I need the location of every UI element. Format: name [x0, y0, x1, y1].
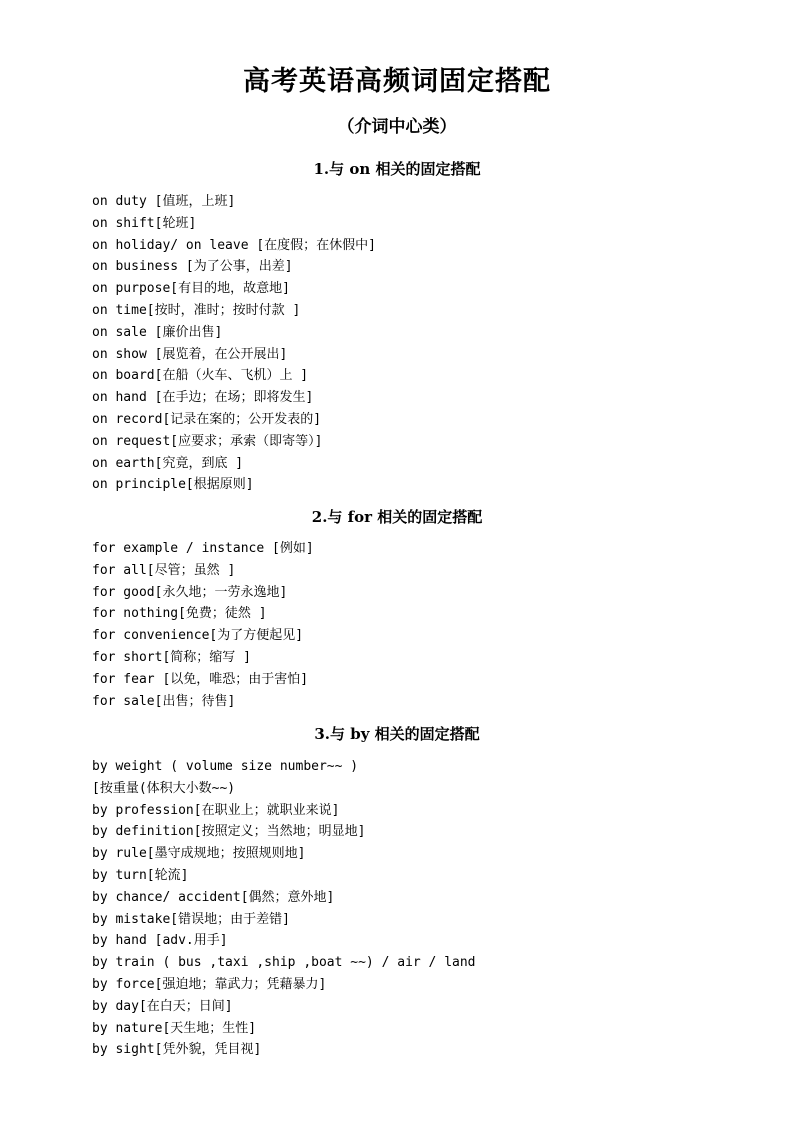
list-item: on record[记录在案的；公开发表的]: [92, 411, 322, 427]
list-item: on business [为了公事，出差]: [92, 259, 293, 275]
list-item: by mistake[错误地；由于差错]: [92, 911, 290, 927]
list-item: by train ( bus ,taxi ,ship ,boat ~~) / air / land: [92, 955, 476, 971]
page-title: 高考英语高频词固定搭配: [243, 66, 551, 97]
page-subtitle: （介词中心类）: [337, 117, 457, 137]
entry-list-for: [92, 538, 712, 712]
entry-list-on: [92, 191, 712, 496]
list-item: on time[按时，准时；按时付款 ]: [92, 302, 301, 318]
list-item: on principle[根据原则]: [92, 477, 254, 493]
list-item: on board[在船（火车、飞机）上 ]: [92, 368, 309, 384]
list-item: by profession[在职业上；就职业来说]: [92, 802, 340, 818]
list-item: on shift[轮班]: [92, 215, 197, 231]
list-item: by definition[按照定义；当然地；明显地]: [92, 824, 366, 840]
list-item: for convenience[为了方便起见]: [92, 628, 304, 644]
list-item: on request[应要求；承索（即寄等）]: [92, 433, 323, 449]
section-heading-by: 3.与 by 相关的固定搭配: [314, 725, 480, 743]
list-item: for short[简称；缩写 ]: [92, 649, 251, 665]
list-item: for all[尽管；虽然 ]: [92, 562, 236, 578]
list-item: by nature[天生地；生性]: [92, 1020, 257, 1036]
entry-list-by: [92, 756, 712, 1061]
list-item: for nothing[免费；徒然 ]: [92, 606, 267, 622]
list-item: by day[在白天；日间]: [92, 998, 233, 1014]
list-item: for sale[出售；待售]: [92, 693, 236, 709]
list-item: on earth[究竟，到底 ]: [92, 455, 244, 471]
list-item: by sight[凭外貌，凭目视]: [92, 1042, 262, 1058]
list-item: by chance/ accident[偶然；意外地]: [92, 889, 335, 905]
list-item: for example / instance [例如]: [92, 541, 314, 556]
section-heading-for: 2.与 for 相关的固定搭配: [311, 508, 483, 526]
list-item: on hand [在手边；在场；即将发生]: [92, 390, 314, 406]
list-item: on purpose[有目的地，故意地]: [92, 281, 290, 297]
list-item: by force[强迫地；靠武力；凭藉暴力]: [92, 976, 327, 992]
list-item: by weight ( volume size number~~ ): [92, 759, 359, 774]
list-item: on show [展览着，在公开展出]: [92, 346, 288, 362]
list-item: for good[永久地；一劳永逸地]: [92, 584, 288, 600]
list-item: on duty [值班，上班]: [92, 194, 236, 209]
list-item: on holiday/ on leave [在度假；在休假中]: [92, 237, 377, 253]
list-item: [按重量(体积大小数~~): [92, 780, 236, 796]
list-item: on sale [廉价出售]: [92, 324, 223, 340]
list-item: for fear [以免，唯恐；由于害怕]: [92, 671, 309, 687]
list-item: by rule[墨守成规地；按照规则地]: [92, 846, 306, 862]
section-heading-on: 1.与 on 相关的固定搭配: [313, 160, 481, 178]
list-item: by hand [adv.用手]: [92, 933, 228, 949]
list-item: by turn[轮流]: [92, 867, 189, 883]
